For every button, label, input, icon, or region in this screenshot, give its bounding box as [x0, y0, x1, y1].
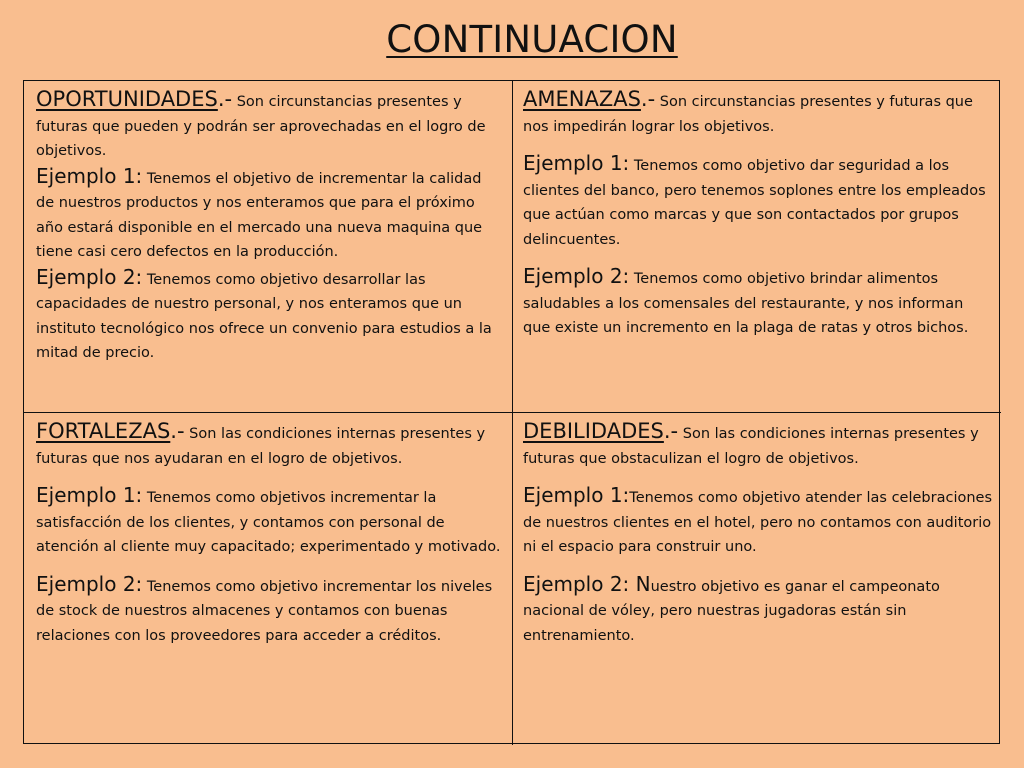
amenazas-definition-paragraph [523, 87, 993, 139]
fortalezas-example-1-text: Tenemos como objetivos incrementar la satisfacción de los clientes, y contamos con personal de atención al cliente muy capacitado; experimentado y motivado. [36, 490, 501, 555]
debilidades-example-2 [523, 572, 993, 649]
amenazas-example-2-text: Tenemos como objetivo brindar alimentos saludables a los comensales del restaurante, y nos informan que existe un incremento en la plaga de ratas y otros bichos. [523, 271, 969, 336]
debilidades-example-1-text: Tenemos como objetivo atender las celebraciones de nuestros clientes en el hotel, pero no contamos con auditorio ni el espacio para construir uno. [523, 490, 993, 555]
fortalezas-example-1 [36, 483, 504, 560]
oportunidades-example-1-label: Ejemplo 1: [36, 163, 143, 188]
debilidades-cell [513, 413, 1001, 745]
oportunidades-cell [24, 81, 513, 413]
debilidades-example-2-label: Ejemplo 2: N [523, 571, 651, 596]
fortalezas-separator: .- [170, 419, 185, 443]
oportunidades-definition-paragraph [36, 87, 504, 164]
page-title: CONTINUACION [386, 18, 678, 61]
amenazas-definition: Son circunstancias presentes y futuras que nos impedirán lograr los objetivos. [523, 94, 973, 135]
fortalezas-definition-paragraph [36, 419, 504, 471]
fortalezas-example-2-text: Tenemos como objetivo incrementar los niveles de stock de nuestros almacenes y contamos con buenas relaciones con los proveedores para acceder a créditos. [36, 578, 493, 644]
oportunidades-example-1-text: Tenemos el objetivo de incrementar la calidad de nuestros productos y nos enteramos que para el próximo año estará disponible en el mercado una nueva maquina que tiene casi cero defectos en la producción. [36, 170, 483, 260]
amenazas-example-1-label: Ejemplo 1: [523, 151, 630, 175]
fortalezas-cell [24, 413, 513, 745]
fortalezas-example-1-label: Ejemplo 1: [36, 483, 143, 507]
debilidades-example-1 [523, 483, 993, 560]
oportunidades-example-2-label: Ejemplo 2: [36, 264, 143, 289]
debilidades-example-2-text: uestro objetivo es ganar el campeonato nacional de vóley, pero nuestras jugadoras están sin entrenamiento. [523, 578, 940, 644]
amenazas-separator: .- [640, 87, 656, 111]
oportunidades-example-2 [36, 265, 504, 366]
debilidades-definition-paragraph [523, 419, 993, 471]
debilidades-definition: Son las condiciones internas presentes y futuras que obstaculizan el logro de objetivos. [523, 426, 979, 467]
oportunidades-definition: Son circunstancias presentes y futuras que pueden y podrán ser aprovechadas en el logro de objetivos. [36, 94, 486, 159]
amenazas-example-2-label: Ejemplo 2: [523, 264, 630, 288]
fortalezas-example-2-label: Ejemplo 2: [36, 571, 143, 596]
debilidades-example-1-label: Ejemplo 1: [523, 483, 630, 507]
foda-table [23, 80, 1000, 744]
oportunidades-separator: .- [217, 87, 233, 111]
oportunidades-example-1 [36, 164, 504, 265]
amenazas-example-1-text: Tenemos como objetivo dar seguridad a los clientes del banco, pero tenemos soplones entre los empleados que actúan como marcas y que son contactados por grupos delincuentes. [523, 158, 986, 248]
debilidades-separator: .- [663, 419, 679, 443]
oportunidades-heading: OPORTUNIDADES [36, 87, 218, 111]
amenazas-example-2 [523, 264, 993, 341]
fortalezas-definition: Son las condiciones internas presentes y futuras que nos ayudaran en el logro de objetivos. [36, 426, 486, 467]
debilidades-heading: DEBILIDADES [523, 419, 664, 443]
amenazas-cell [513, 81, 1001, 413]
amenazas-heading: AMENAZAS [523, 87, 641, 111]
fortalezas-heading: FORTALEZAS [36, 419, 171, 443]
fortalezas-example-2 [36, 572, 504, 649]
amenazas-example-1 [523, 151, 993, 252]
oportunidades-example-2-text: Tenemos como objetivo desarrollar las capacidades de nuestro personal, y nos enteramos que un instituto tecnológico nos ofrece un convenio para estudios a la mitad de precio. [36, 271, 492, 361]
